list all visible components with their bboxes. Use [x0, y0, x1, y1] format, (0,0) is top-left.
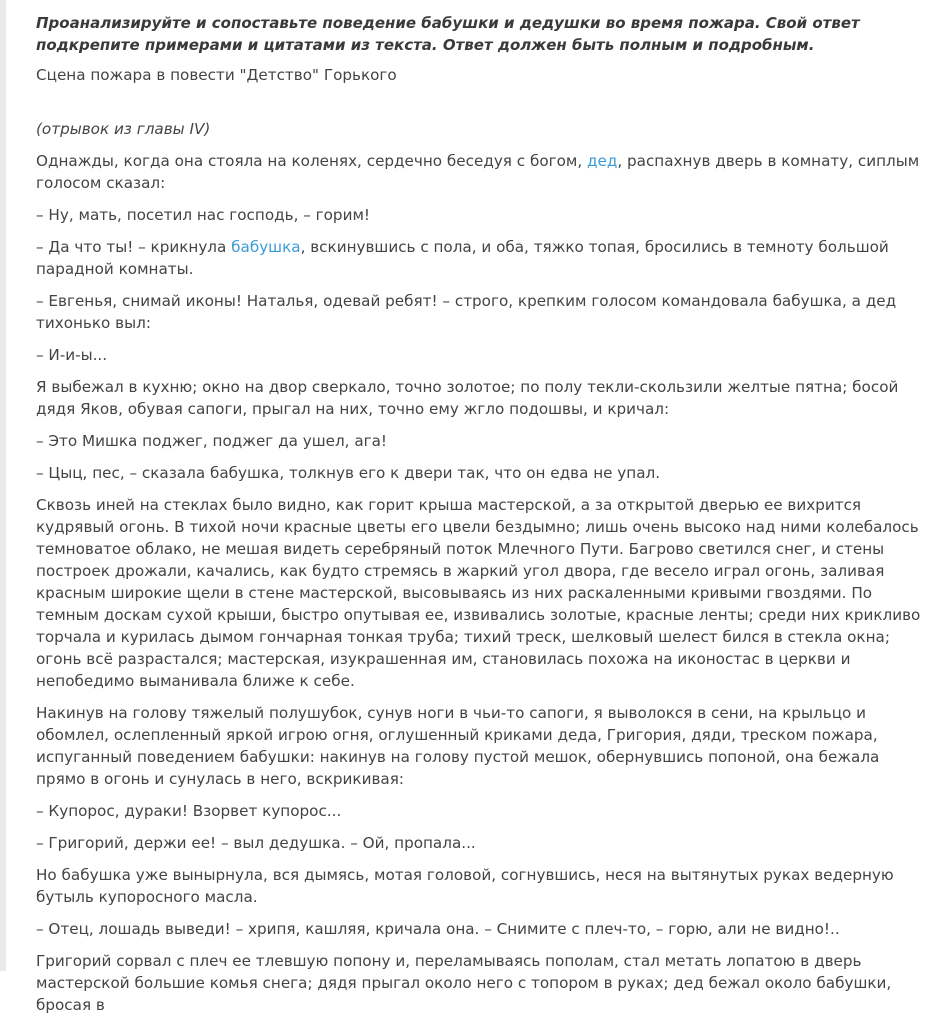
paragraph: – Ну, мать, посетил нас господь, – горим!: [36, 206, 370, 224]
paragraph: – Григорий, держи ее! – выл дедушка. – Ой, пропала...: [36, 834, 476, 852]
spacer: [36, 86, 926, 118]
task-text: Проанализируйте и сопоставьте поведение бабушки и дедушки во время пожара. Свой ответ подкрепите примерами и цитатами из текста. Ответ должен быть полным и подробным.: [36, 14, 860, 54]
paragraph: Григорий сорвал с плеч ее тлевшую попону и, переламываясь пополам, стал метать лопатою в дверь мастерской большие комья снега; дядя прыгал около него с топором в руках; дед бежал около бабушки, бросая в: [36, 952, 892, 1014]
paragraph: [36, 236, 926, 280]
paragraph: – Отец, лошадь выведи! – хрипя, кашляя, кричала она. – Снимите с плеч-то, – горю, али не видно!..: [36, 920, 840, 938]
paragraph: – Купорос, дураки! Взорвет купорос...: [36, 802, 342, 820]
paragraph: – Евгенья, снимай иконы! Наталья, одевай ребят! – строго, крепким голосом командовала бабушка, а дед тихонько выл:: [36, 292, 897, 332]
paragraph-text: , вскинувшись с пола, и оба, тяжко топая, бросились в темноту большой парадной комнаты.: [36, 238, 889, 278]
article-subtitle: (отрывок из главы IV): [36, 120, 211, 138]
paragraph-text: – Да что ты! – крикнула: [36, 238, 232, 256]
paragraph-text: , распахнув дверь в комнату, сиплым голосом сказал:: [36, 152, 920, 192]
paragraph-text: Однажды, когда она стояла на коленях, сердечно беседуя с богом,: [36, 152, 587, 170]
paragraph: [36, 150, 926, 194]
link-babushka[interactable]: бабушка: [231, 238, 301, 256]
paragraph: – Это Мишка поджег, поджег да ушел, ага!: [36, 432, 388, 450]
article-title: Сцена пожара в повести "Детство" Горького: [36, 66, 397, 84]
paragraph: – И-и-ы...: [36, 346, 108, 364]
link-ded[interactable]: дед: [587, 152, 618, 170]
paragraph: Я выбежал в кухню; окно на двор сверкало, точно золотое; по полу текли-скользили желтые пятна; босой дядя Яков, обувая сапоги, прыгал на них, точно ему жгло подошвы, и кричал:: [36, 378, 899, 418]
paragraph: Сквозь иней на стеклах было видно, как горит крыша мастерской, а за открытой дверью ее вихрится кудрявый огонь. В тихой ночи красные цветы его цвели бездымно; лишь очень высоко над ними колебалось темноватое облако, не мешая видеть серебряный поток Млечного Пути. Багрово светился снег, и стены построек дрожали, качались, как будто стремясь в жаркий угол двора, где весело играл огонь, заливая красным широкие щели в стене мастерской, высовываясь из них раскаленными кривыми гвоздями. По темным доскам сухой крыши, быстро опутывая ее, извивались золотые, красные ленты; среди них крикливо торчала и курилась дымом гончарная тонкая труба; тихий треск, шелковый шелест бился в стекла окна; огонь всё разрастался; мастерская, изукрашенная им, становилась похожа на иконостас в церкви и непобедимо выманивала ближе к себе.: [36, 496, 921, 690]
paragraph: Накинув на голову тяжелый полушубок, сунув ноги в чьи-то сапоги, я выволокся в сени, на крыльцо и обомлел, ослепленный яркой игрою огня, оглушенный криками деда, Григория, дяди, треском пожара, испуганный поведением бабушки: накинув на голову пустой мешок, обернувшись попоной, она бежала прямо в огонь и сунулась в него, вскрикивая:: [36, 704, 880, 788]
paragraph: – Цыц, пес, – сказала бабушка, толкнув его к двери так, что он едва не упал.: [36, 464, 661, 482]
article-content: [36, 12, 926, 1026]
paragraph: Но бабушка уже вынырнула, вся дымясь, мотая головой, согнувшись, неся на вытянутых руках ведерную бутыль купоросного масла.: [36, 866, 894, 906]
